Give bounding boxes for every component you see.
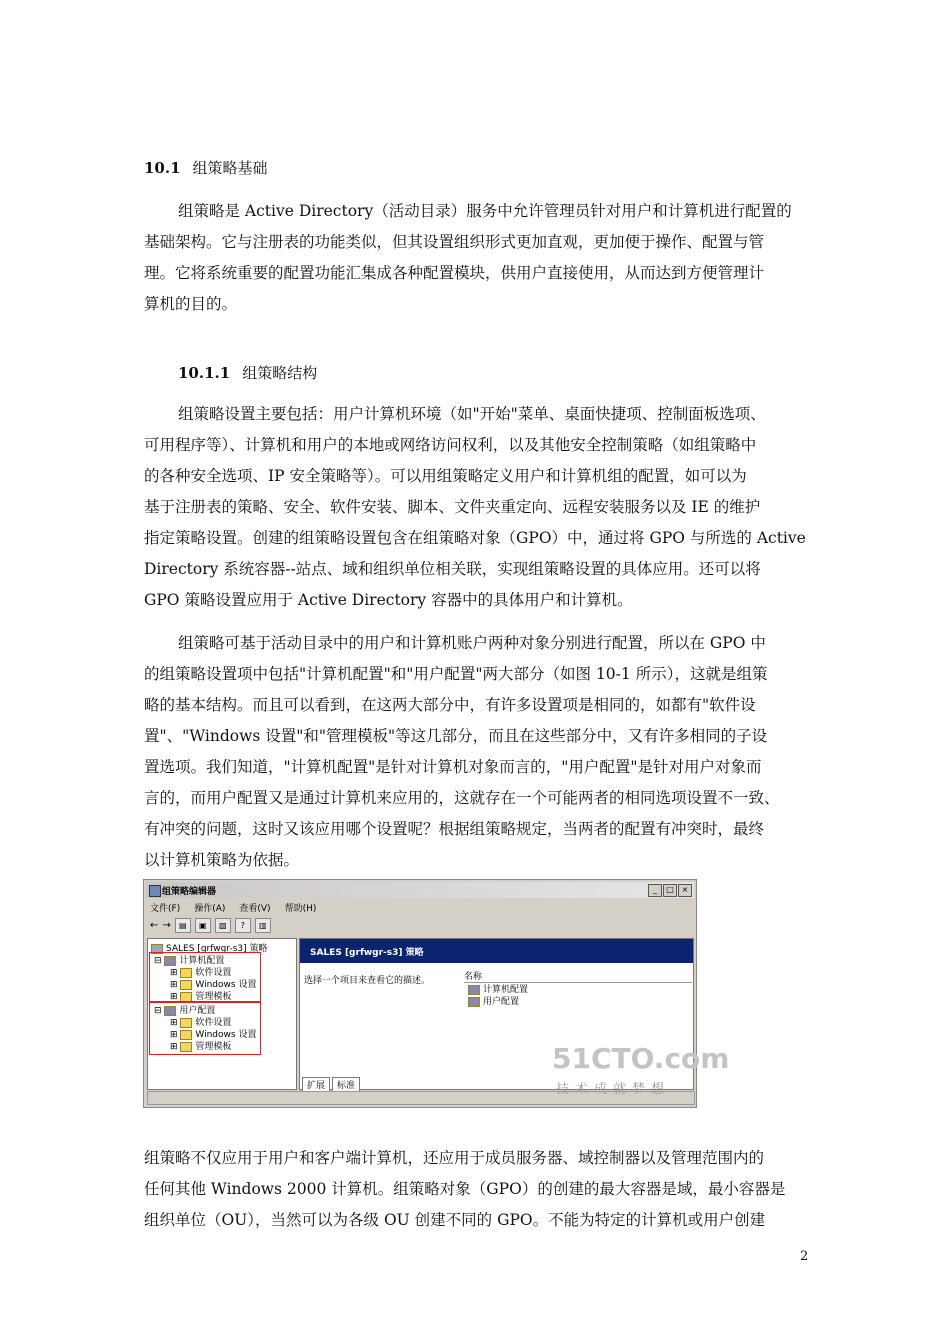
tree-label: 管理模板	[195, 1042, 232, 1052]
watermark-logo: 51CTO.com	[552, 1042, 730, 1075]
text-line: 略的基本结构。而且可以看到，在这两大部分中，有许多设置项是相同的，如都有"软件设	[144, 696, 756, 714]
section-heading	[144, 157, 268, 178]
paragraph-4	[144, 1143, 808, 1236]
page-number: 2	[800, 1249, 809, 1264]
tree-pane	[147, 938, 297, 1090]
menu-bar	[150, 901, 316, 914]
description-text: 选择一个项目来查看它的描述。	[304, 976, 431, 986]
maximize-button[interactable]: □	[663, 884, 677, 897]
text-line: 组策略不仅应用于用户和客户端计算机，还应用于成员服务器、域控制器以及管理范围内的	[144, 1149, 765, 1167]
tab-extended[interactable]: 扩展	[302, 1077, 330, 1092]
paragraph-1	[144, 196, 808, 320]
tree-item[interactable]: ⊞ 软件设置	[170, 1018, 232, 1028]
toolbar	[150, 918, 271, 933]
text-line: 指定策略设置。创建的组策略设置包含在组策略对象（GPO）中，通过将 GPO 与所选的 Active	[144, 529, 806, 547]
section-number: 10.1	[144, 159, 181, 177]
forward-icon[interactable]: →	[162, 920, 171, 931]
watermark-slogan: 技术成就梦想	[556, 1082, 671, 1097]
view-icon[interactable]: ▥	[255, 918, 271, 933]
text-line: 基于注册表的策略、安全、软件安装、脚本、文件夹重定向、远程安装服务以及 IE 的维护	[144, 498, 761, 516]
tree-item[interactable]: ⊞ 管理模板	[170, 1042, 232, 1052]
figure-gpo-editor	[143, 879, 730, 1108]
text-line: 组织单位（OU），当然可以为各级 OU 创建不同的 GPO。不能为特定的计算机或用户创建	[144, 1211, 766, 1229]
console-tree-icon[interactable]: ▤	[175, 918, 191, 933]
tree-label: 计算机配置	[179, 956, 225, 966]
subsection-heading	[178, 362, 317, 383]
text-line: 置选项。我们知道，"计算机配置"是针对计算机对象而言的，"用户配置"是针对用户对象而	[144, 758, 762, 776]
app-icon	[149, 885, 161, 897]
paragraph-2	[144, 399, 808, 616]
view-tabs	[302, 1077, 360, 1092]
tree-label: 软件设置	[195, 1018, 232, 1028]
column-header-name[interactable]: 名称	[464, 969, 692, 983]
properties-icon[interactable]: ▣	[195, 918, 211, 933]
detail-title: SALES [grfwgr-s3] 策略	[310, 948, 424, 958]
section-title: 组策略基础	[192, 159, 268, 177]
text-line: 置"、"Windows 设置"和"管理模板"等这几部分，而且在这些部分中，又有许多相同的子设	[144, 727, 768, 745]
tree-label: 软件设置	[195, 968, 232, 978]
text-line: 的各种安全选项、IP 安全策略等）。可以用组策略定义用户和计算机组的配置，如可以为	[144, 467, 747, 485]
text-line: Directory 系统容器--站点、域和组织单位相关联，实现组策略设置的具体应用。还可以将	[144, 560, 761, 578]
tree-label: Windows 设置	[195, 980, 257, 990]
menu-action[interactable]: 操作(A)	[194, 904, 226, 914]
tree-label: Windows 设置	[195, 1030, 257, 1040]
tree-item[interactable]: ⊞ 管理模板	[170, 992, 232, 1002]
text-line: 组策略是 Active Directory（活动目录）服务中允许管理员针对用户和计算机进行配置的	[178, 202, 792, 220]
tree-item[interactable]: ⊞ Windows 设置	[170, 980, 257, 990]
paragraph-3	[144, 628, 808, 876]
text-line: 理。它将系统重要的配置功能汇集成各种配置模块，供用户直接使用，从而达到方便管理计	[144, 264, 765, 282]
close-button[interactable]: ×	[678, 884, 692, 897]
text-line: 基础架构。它与注册表的功能类似，但其设置组织形式更加直观，更加便于操作、配置与管	[144, 233, 765, 251]
highlight-box	[149, 952, 261, 1002]
text-line: 算机的目的。	[144, 295, 238, 313]
list-item-label: 用户配置	[483, 997, 520, 1007]
export-icon[interactable]: ▧	[215, 918, 231, 933]
menu-view[interactable]: 查看(V)	[239, 904, 271, 914]
window-title: 组策略编辑器	[162, 887, 217, 897]
text-line: 的组策略设置项中包括"计算机配置"和"用户配置"两大部分（如图 10-1 所示），这就是组策	[144, 665, 768, 683]
back-icon[interactable]: ←	[150, 920, 159, 931]
menu-help[interactable]: 帮助(H)	[284, 904, 317, 914]
text-line: 任何其他 Windows 2000 计算机。组策略对象（GPO）的创建的最大容器是域，最小容器是	[144, 1180, 786, 1198]
tree-item[interactable]: ⊞ 软件设置	[170, 968, 232, 978]
list-item-label: 计算机配置	[483, 985, 529, 995]
text-line: 组策略设置主要包括：用户计算机环境（如"开始"菜单、桌面快捷项、控制面板选项、	[178, 405, 766, 423]
text-line: 言的，而用户配置又是通过计算机来应用的，这就存在一个可能两者的相同选项设置不一致、	[144, 789, 780, 807]
text-line: 以计算机策略为依据。	[144, 851, 300, 869]
window-titlebar	[146, 882, 694, 898]
help-icon[interactable]: ?	[235, 918, 251, 933]
text-line: 有冲突的问题，这时又该应用哪个设置呢？根据组策略规定，当两者的配置有冲突时，最终	[144, 820, 765, 838]
text-line: GPO 策略设置应用于 Active Directory 容器中的具体用户和计算机。	[144, 591, 633, 609]
subsection-title: 组策略结构	[242, 364, 318, 382]
tree-computer-config[interactable]: ⊟ 计算机配置	[154, 956, 225, 966]
text-line: 组策略可基于活动目录中的用户和计算机账户两种对象分别进行配置，所以在 GPO 中	[178, 634, 766, 652]
text-line: 可用程序等）、计算机和用户的本地或网络访问权利，以及其他安全控制策略（如组策略中	[144, 436, 757, 454]
tree-label: 用户配置	[179, 1006, 216, 1016]
tree-label: 管理模板	[195, 992, 232, 1002]
tree-user-config[interactable]: ⊟ 用户配置	[154, 1006, 216, 1016]
tree-item[interactable]: ⊞ Windows 设置	[170, 1030, 257, 1040]
tab-standard[interactable]: 标准	[332, 1077, 360, 1092]
detail-header	[300, 939, 693, 963]
subsection-number: 10.1.1	[178, 364, 231, 382]
tree-root-label: SALES [grfwgr-s3] 策略	[166, 944, 268, 954]
highlight-box	[149, 1002, 261, 1055]
minimize-button[interactable]: _	[648, 884, 662, 897]
menu-file[interactable]: 文件(F)	[150, 904, 181, 914]
list-item[interactable]	[468, 994, 519, 1007]
user-icon	[468, 997, 480, 1007]
computer-icon	[468, 985, 480, 995]
